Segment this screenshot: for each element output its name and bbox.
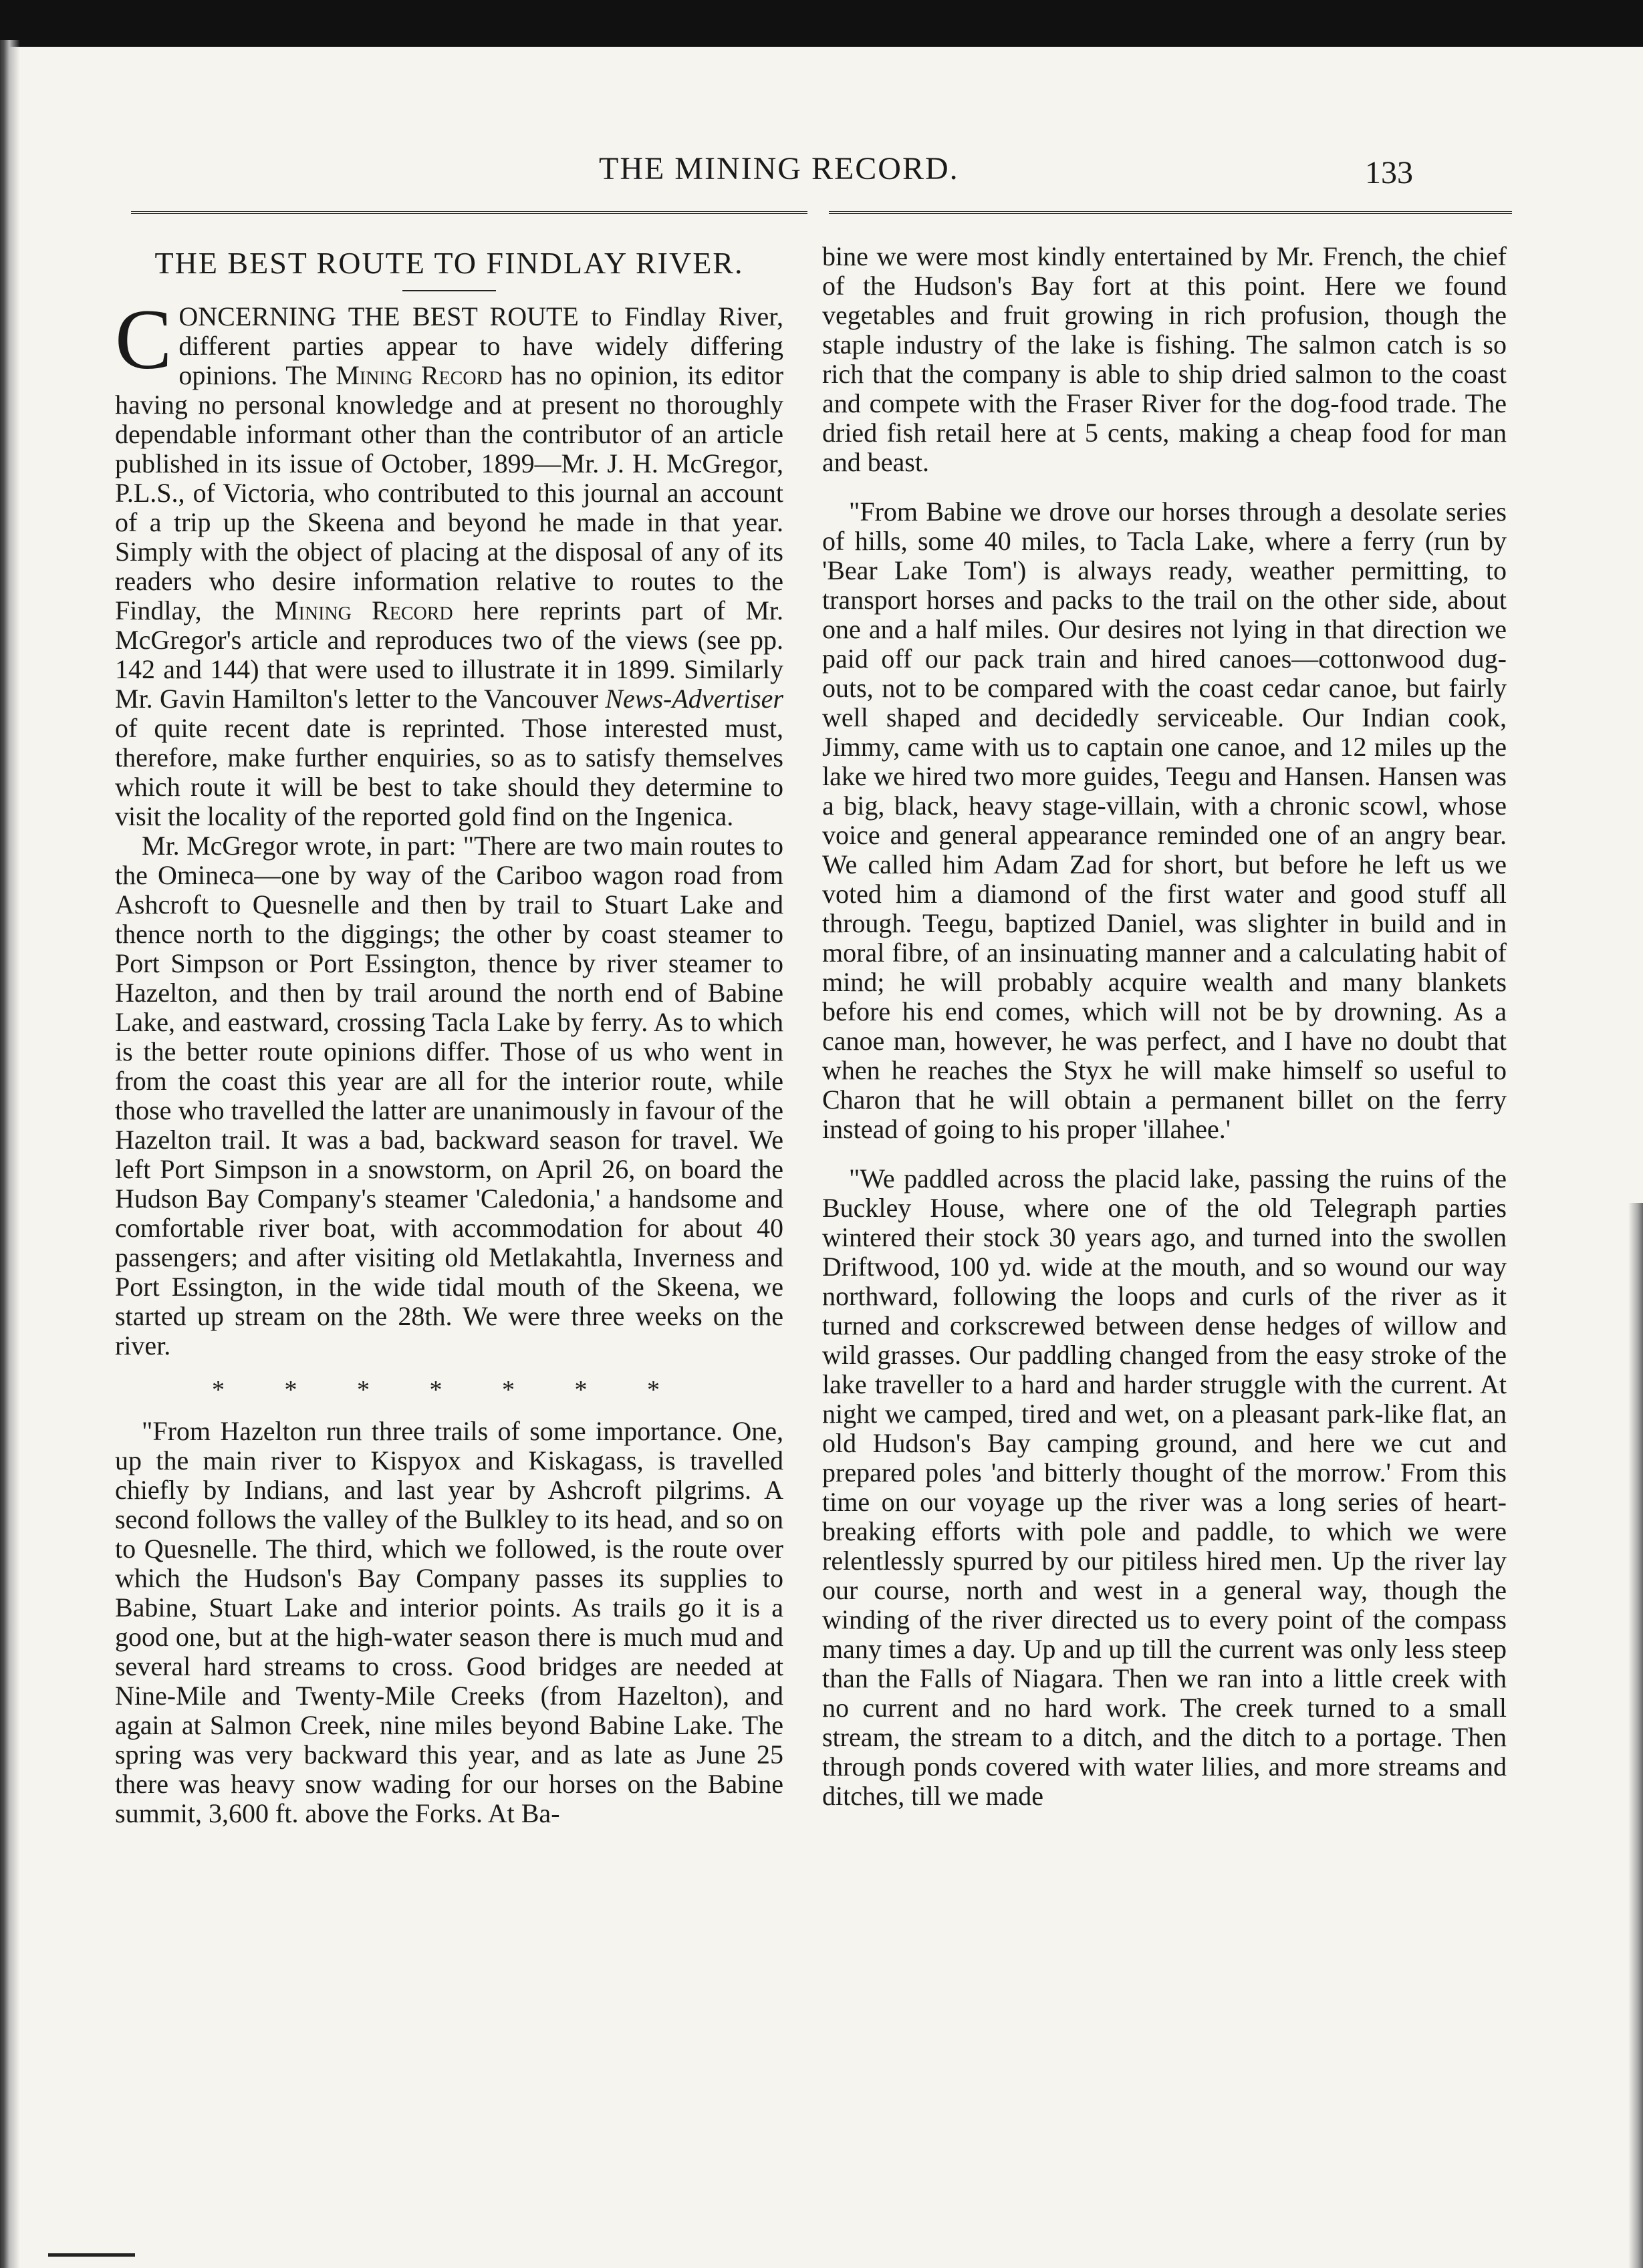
running-header <box>0 150 1643 204</box>
column-left <box>115 242 783 1828</box>
scan-top-border <box>0 0 1643 47</box>
scan-bottom-mark <box>48 2253 135 2257</box>
newspaper-name: News-Advertiser <box>605 684 783 714</box>
drop-cap: C <box>115 292 172 387</box>
running-title: THE MINING RECORD. <box>599 151 959 186</box>
journal-name: Mining Record <box>274 595 453 625</box>
intro-lead-text: ONCERNING THE BEST ROUTE to Findlay River, different parties appear to have widely differing opinions. The <box>178 301 783 390</box>
paragraph-driftwood-river: "We paddled across the placid lake, passing the ruins of the Buckley House, where one of the old Telegraph parties wintered their stock 30 years ago, and turned into the swollen Driftwood, 100 yd. wide at the mouth, and so wound our way northward, following the loops and curls of the river as it turned and corkscrewed between dense hedges of willow and wild grasses. Our paddling changed from the easy stroke of the lake traveller to a hard and harder struggle with the current. At night we camped, tired and wet, on a pleasant park-like flat, an old Hudson's Bay camping ground, and here we cut and prepared poles 'and bitterly thought of the morrow.' From this time on our voyage up the river was a long series of heart-breaking efforts with pole and paddle, to which we were relentlessly spurred by our pitiless hired men. Up the river lay our course, north and west in a general way, though the winding of the river directed us to every point of the compass many times a day. Up and up till the current was only less steep than the Falls of Niagara. Then we ran into a little creek with no current and no hard work. The creek turned to a small stream, the stream to a ditch, and the ditch to a portage. Then through ponds covered with water lilies, and more streams and ditches, till we made <box>822 1163 1507 1811</box>
paragraph-mcgregor-routes: Mr. McGregor wrote, in part: "There are two main routes to the Omineca—one by way of the Cariboo wagon road from Ashcroft to Quesnelle and then by trail to Stuart Lake and thence north to the diggings; the other by coast steamer to Port Simpson or Port Essington, thence by river steamer to Hazelton, and then by trail around the north end of Babine Lake, and eastward, crossing Tacla Lake by ferry. As to which is the better route opinions differ. Those of us who went in from the coast this year are all for the interior route, while those who travelled the latter are unanimously in favour of the Hazelton trail. It was a bad, backward season for travel. We left Port Simpson in a snowstorm, on April 26, on board the Hudson Bay Company's steamer 'Caledonia,' a handsome and comfortable river boat, with accommodation for about 40 passengers; and after visiting old Metlakahtla, Inverness and Port Essington, in the wide tidal mouth of the Skeena, we started up stream on the 28th. We were three weeks on the river. <box>115 831 783 1361</box>
header-rule-left <box>131 211 807 214</box>
title-rule <box>402 290 496 291</box>
scan-right-edge <box>1628 1203 1643 2268</box>
paragraph-tacla-lake: "From Babine we drove our horses through a desolate series of hills, some 40 miles, to Tacla Lake, where a ferry (run by 'Bear Lake Tom') is always ready, weather permitting, to transport horses and packs to the trail on the other side, about one and a half miles. Our desires not lying in that direction we paid off our pack train and hired canoes—cottonwood dug-outs, not to be compared with the coast cedar canoe, but fairly well shaped and decidedly serviceable. Our Indian cook, Jimmy, came with us to captain one canoe, and 12 miles up the lake we hired two more guides, Teegu and Hansen. Hansen was a big, black, heavy stage-villain, with a chronic scowl, whose voice and general appearance reminded one of an angry bear. We called him Adam Zad for short, but before he left us we voted him a diamond of the first water and good stuff all through. Teegu, baptized Daniel, was slighter in build and in moral fibre, of an insinuating manner and a calculating habit of mind; he will probably acquire wealth and many blankets before his end comes, which will not be by drowning. As a canoe man, however, he was perfect, and I have no doubt that when he reaches the Styx he will make himself so useful to Charon that he will obtain a permanent billet on the ferry instead of going to his proper 'illahee.' <box>822 497 1507 1144</box>
intro-text-a: has no opinion, its editor having no personal knowledge and at present no thoroughly dependable informant other than the contributor of an article published in its issue of October, 1899—Mr. J. H. McGregor, P.L.S., of Victoria, who contributed to this journal an account of a trip up the Skeena and beyond he made in that year. Simply with the object of placing at the disposal of any of its readers who desire information relative to routes to the Findlay, the <box>115 360 784 625</box>
paragraph-hazelton-trails: "From Hazelton run three trails of some importance. One, up the main river to Kispyox and Kiskagass, is travelled chiefly by Indians, and last year by Ashcroft pilgrims. A second follows the valley of the Bulkley to its head, and so on to Quesnelle. The third, which we followed, is the route over which the Hudson's Bay Company passes its supplies to Babine, Stuart Lake and interior points. As trails go it is a good one, but at the high-water season there is much mud and several hard streams to cross. Good bridges are needed at Nine-Mile and Twenty-Mile Creeks (from Hazelton), and again at Salmon Creek, nine miles beyond Babine Lake. The spring was very backward this year, and as late as June 25 there was heavy snow wading for our horses on the Babine summit, 3,600 ft. above the Forks. At Ba- <box>115 1416 783 1828</box>
column-right <box>822 242 1507 1811</box>
page-number: 133 <box>1365 155 1413 190</box>
header-rule-right <box>829 211 1512 214</box>
intro-text-c: of quite recent date is reprinted. Those interested must, therefore, make further enquiries, so as to satisfy themselves which route it will be best to take should they determine to visit the locality of the reported gold find on the Ingenica. <box>115 713 783 831</box>
scan-left-edge <box>0 40 20 2268</box>
paragraph-babine-continued: bine we were most kindly entertained by Mr. French, the chief of the Hudson's Bay fort at this point. Here we found vegetables and fruit growing in rich profusion, though the staple industry of the lake is fishing. The salmon catch is so rich that the company is able to ship dried salmon to the coast and compete with the Fraser River for the dog-food trade. The dried fish retail here at 5 cents, making a cheap food for man and beast. <box>822 241 1507 477</box>
section-break-asterisks: * * * * * * * <box>212 1376 686 1404</box>
intro-text-b: here reprints part of Mr. McGregor's article and reproduces two of the views (see pp. 142 and 144) that were used to illustrate it in 1899. Similarly Mr. Gavin Hamilton's letter to the Vancouver <box>115 595 784 714</box>
paragraph-intro <box>115 292 784 831</box>
journal-name: Mining Record <box>336 360 503 390</box>
article-title: THE BEST ROUTE TO FINDLAY RIVER. <box>154 246 744 280</box>
